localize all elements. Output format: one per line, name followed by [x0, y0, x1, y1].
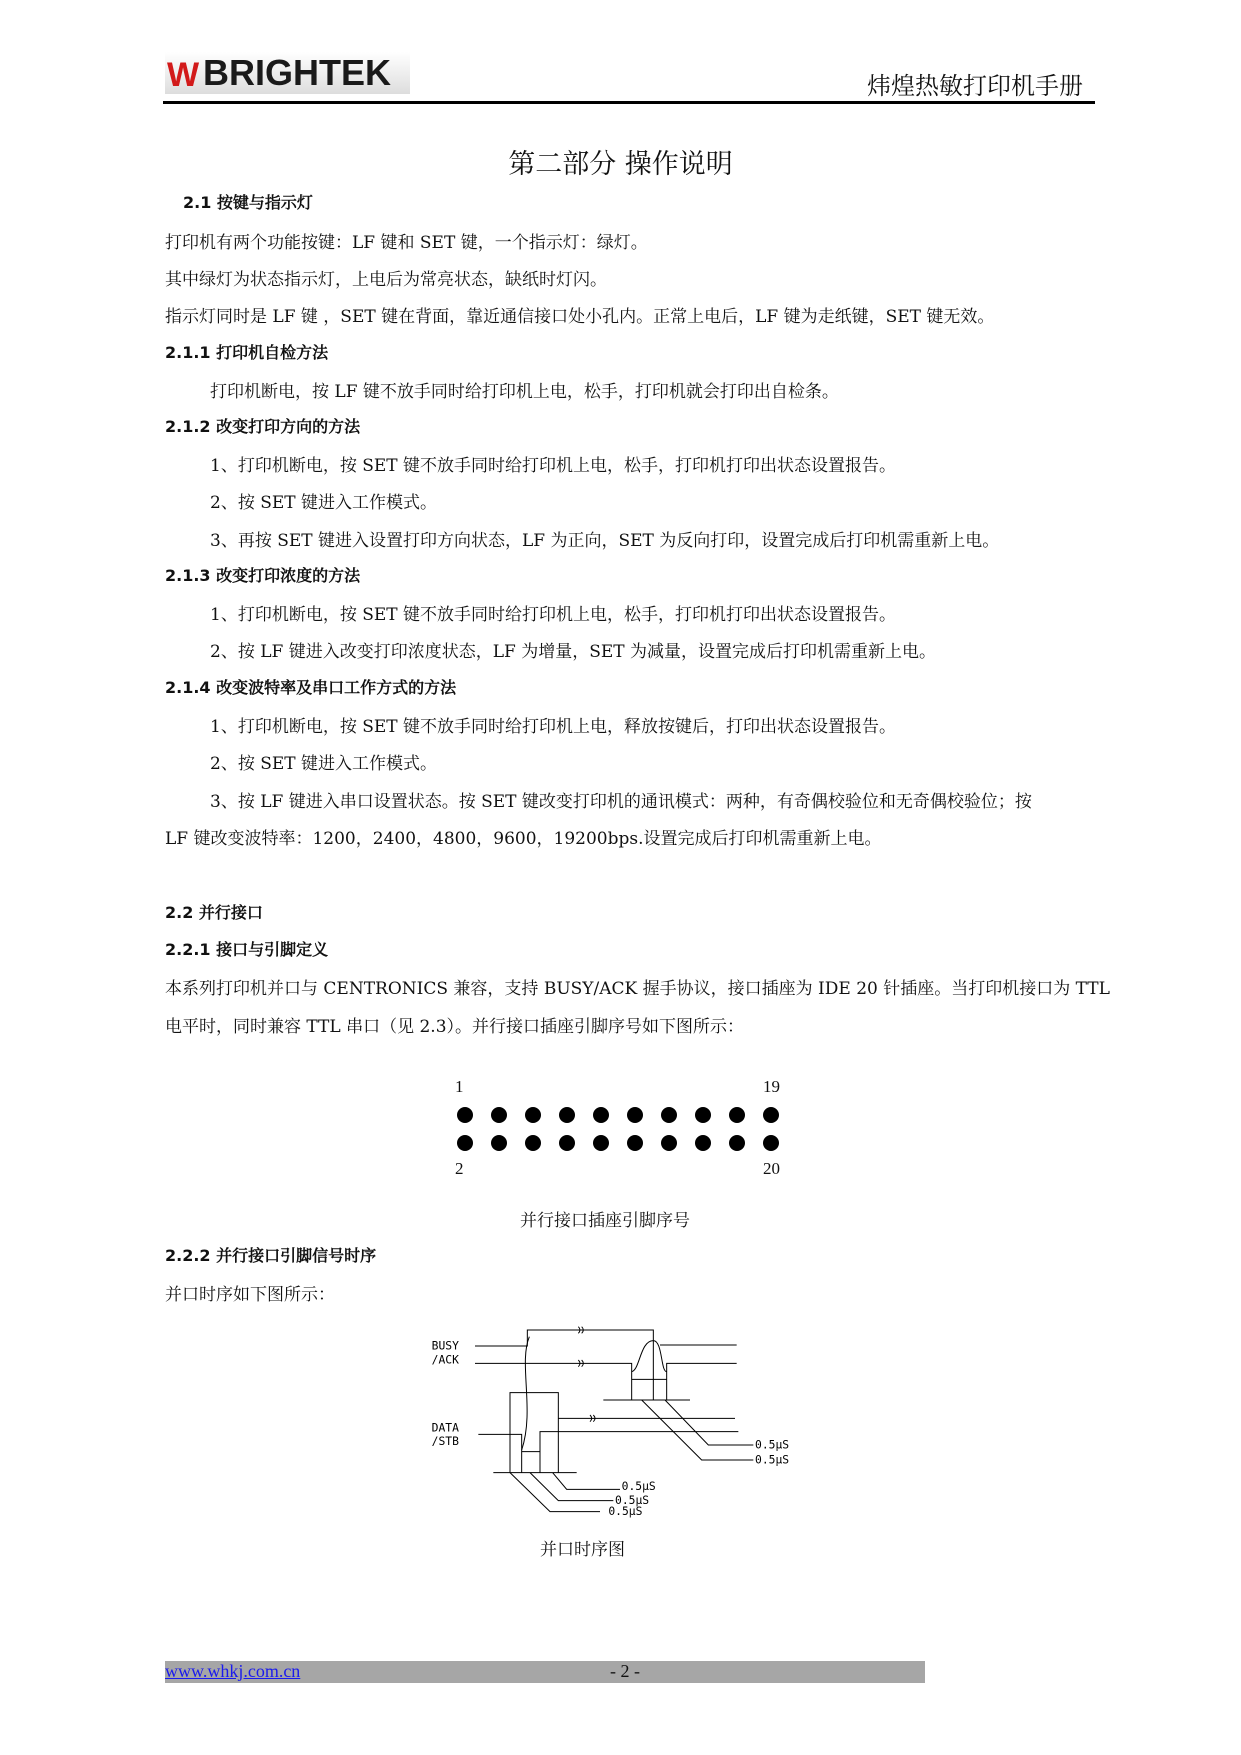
- section-heading: 2.1 按键与指示灯: [183, 193, 313, 212]
- break-marks: [578, 1327, 595, 1422]
- pin-dot: [763, 1135, 779, 1151]
- ack-signal: [475, 1363, 737, 1400]
- paragraph: LF 键改变波特率：1200，2400，4800，9600，19200bps.设置完成后打印机需重新上电。: [165, 829, 882, 849]
- paragraph: 打印机有两个功能按键：LF 键和 SET 键，一个指示灯：绿灯。: [165, 233, 648, 253]
- footer-bar: [165, 1661, 925, 1683]
- timing-diagram-caption: 并口时序图: [540, 1540, 625, 1560]
- pin-dot: [695, 1135, 711, 1151]
- paragraph: 打印机断电，按 LF 键不放手同时给打印机上电，松手，打印机就会打印出自检条。: [210, 382, 839, 402]
- data-label: DATA: [431, 1420, 459, 1435]
- parallel-timing-diagram: [420, 1310, 820, 1540]
- list-item: 1、打印机断电，按 SET 键不放手同时给打印机上电，松手，打印机打印出状态设置报告。: [210, 456, 897, 476]
- pin-dot: [661, 1107, 677, 1123]
- pin-diagram-caption: 并行接口插座引脚序号: [520, 1211, 690, 1231]
- section-heading: 2.1.4 改变波特率及串口工作方式的方法: [165, 678, 457, 697]
- pin-dot: [593, 1135, 609, 1151]
- page-title: 第二部分 操作说明: [508, 149, 733, 180]
- s-curve: [522, 1337, 530, 1450]
- pin-label-1: 1: [455, 1077, 464, 1096]
- pin-dot: [627, 1107, 643, 1123]
- page-number: - 2 -: [610, 1661, 640, 1681]
- pin-dot: [763, 1107, 779, 1123]
- timing-label: 0.5μS: [621, 1479, 656, 1493]
- paragraph: 电平时，同时兼容 TTL 串口（见 2.3）。并行接口插座引脚序号如下图所示：: [165, 1017, 745, 1037]
- timing-label: 0.5μS: [615, 1493, 650, 1507]
- pin-label-2: 2: [455, 1159, 464, 1178]
- pin-dot: [559, 1135, 575, 1151]
- pin-dot: [525, 1135, 541, 1151]
- list-item: 2、按 SET 键进入工作模式。: [210, 493, 438, 513]
- busy-signal: [475, 1330, 653, 1400]
- list-item: 3、按 LF 键进入串口设置状态。按 SET 键改变打印机的通讯模式：两种，有奇偶校验位和无奇偶校验位；按: [210, 792, 1032, 812]
- paragraph: 并口时序如下图所示：: [165, 1285, 335, 1305]
- timing-label: 0.5μS: [755, 1452, 790, 1467]
- header-divider: [163, 101, 1095, 104]
- timing-label: 0.5μS: [608, 1504, 643, 1518]
- ack-label: /ACK: [431, 1352, 459, 1367]
- pin-dot: [457, 1107, 473, 1123]
- pin-dot: [627, 1135, 643, 1151]
- section-heading: 2.1.3 改变打印浓度的方法: [165, 566, 361, 585]
- pin-label-19: 19: [763, 1077, 780, 1096]
- pin-dot: [457, 1135, 473, 1151]
- section-heading: 2.2 并行接口: [165, 903, 263, 922]
- pin-dot: [729, 1107, 745, 1123]
- pin-dot: [559, 1107, 575, 1123]
- paragraph: 其中绿灯为状态指示灯，上电后为常亮状态，缺纸时灯闪。: [165, 270, 607, 290]
- logo-mark: W: [167, 56, 200, 94]
- logo-text: BRIGHTEK: [203, 52, 391, 93]
- busy-label: BUSY: [431, 1338, 459, 1353]
- stb-label: /STB: [431, 1434, 459, 1448]
- section-heading: 2.1.2 改变打印方向的方法: [165, 417, 361, 436]
- list-item: 3、再按 SET 键进入设置打印方向状态，LF 为正向，SET 为反向打印，设置完成后打印机需重新上电。: [210, 531, 1000, 551]
- section-heading: 2.1.1 打印机自检方法: [165, 343, 329, 362]
- pin-dot: [661, 1135, 677, 1151]
- timing-label: 0.5μS: [755, 1437, 790, 1452]
- pin-dot: [695, 1107, 711, 1123]
- pin-dot: [525, 1107, 541, 1123]
- website-link[interactable]: www.whkj.com.cn: [165, 1661, 301, 1681]
- list-item: 2、按 SET 键进入工作模式。: [210, 754, 438, 774]
- list-item: 1、打印机断电，按 SET 键不放手同时给打印机上电，松手，打印机打印出状态设置报告。: [210, 605, 897, 625]
- header-title: 炜煌热敏打印机手册: [867, 72, 1083, 100]
- paragraph: 本系列打印机并口与 CENTRONICS 兼容，支持 BUSY/ACK 握手协议，接口插座为 IDE 20 针插座。当打印机接口为 TTL: [165, 979, 1110, 999]
- section-heading: 2.2.1 接口与引脚定义: [165, 940, 329, 959]
- list-item: 1、打印机断电，按 SET 键不放手同时给打印机上电，释放按键后，打印出状态设置报告。: [210, 717, 897, 737]
- pin-dot: [491, 1135, 507, 1151]
- data-box: [510, 1393, 558, 1473]
- pin-dot: [491, 1107, 507, 1123]
- pin-dot: [729, 1135, 745, 1151]
- data-signal: [478, 1418, 738, 1472]
- pin-label-20: 20: [763, 1159, 780, 1178]
- list-item: 2、按 LF 键进入改变打印浓度状态，LF 为增量，SET 为减量，设置完成后打印机需重新上电。: [210, 642, 936, 662]
- section-heading: 2.2.2 并行接口引脚信号时序: [165, 1246, 377, 1265]
- brightek-logo: [165, 52, 410, 94]
- pin-dot: [593, 1107, 609, 1123]
- paragraph: 指示灯同时是 LF 键 ，SET 键在背面，靠近通信接口处小孔内。正常上电后，LF 键为走纸键，SET 键无效。: [165, 307, 995, 327]
